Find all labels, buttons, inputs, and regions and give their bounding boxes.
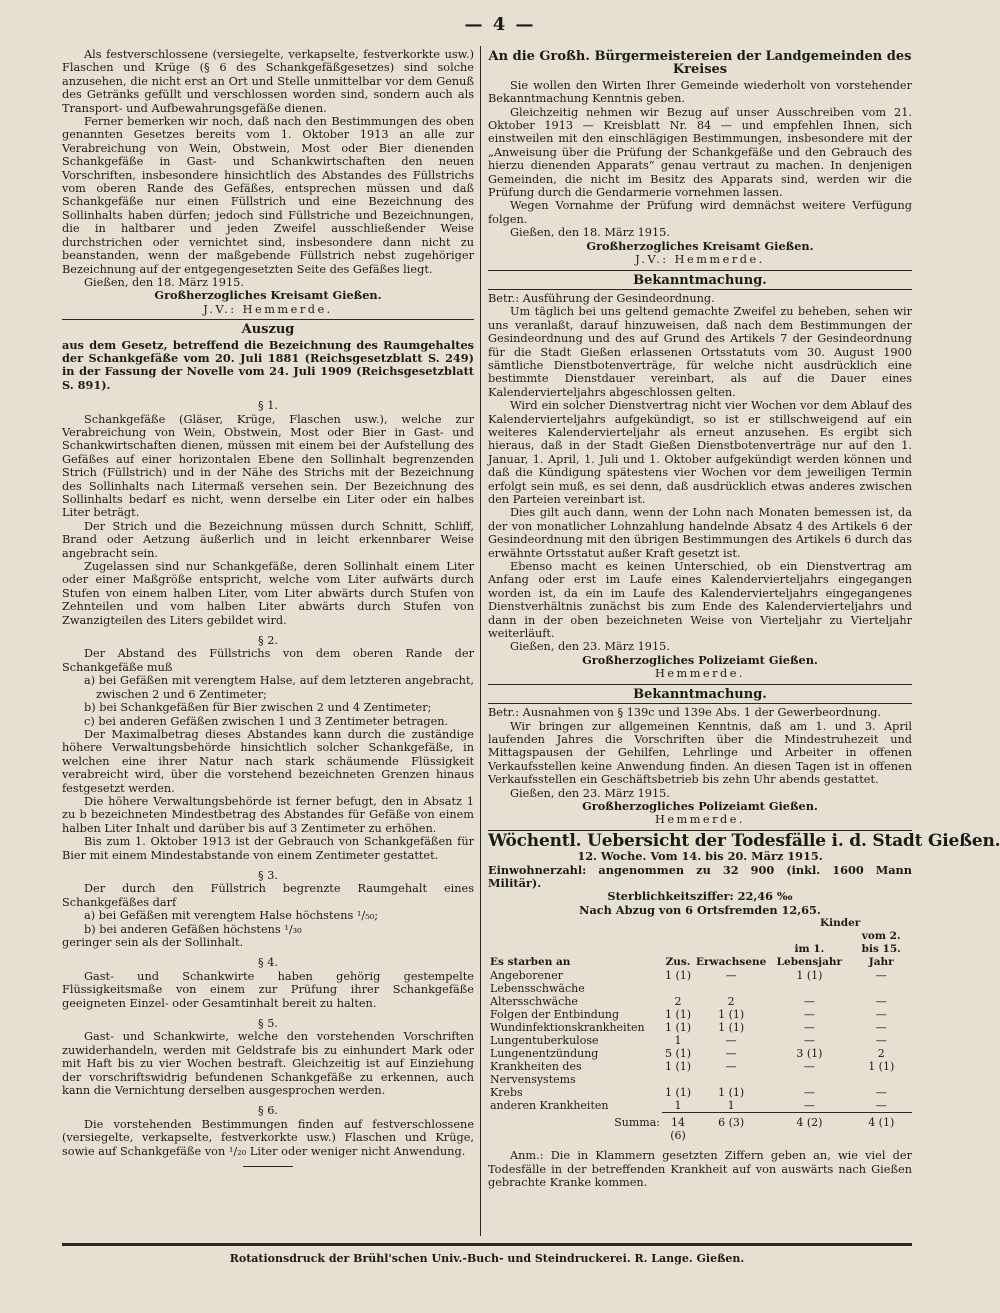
statistics-rate: Sterblichkeitsziffer: 22,46 ‰ [607, 889, 793, 904]
paragraph: Ferner bemerken wir noch, daß nach den Bestimmungen des oben genannten Gesetzes bereits vom 1. Oktober 1913 an alle zur Verabreichung von Wein, Obstwein, Most oder Bier dienenden Schankgefäße in Gast- und Schankwirtschaften den neuen Vorschriften, insbesondere hinsichtlich des Abstandes des Füllstrichs vom oberen Rande des Gefäßes, entsprechen müssen und daß Schankgefäße nur einen Füllstrich und eine Bezeichnung des Sollinhalts haben dürfen; jedoch sind Füllstriche und Bezeichnungen, die in haltbarer und jeden Zweifel ausschließender Weise durchstrichen oder vernichtet sind, insbesondere dann nicht zu beanstanden, wenn der maßgebende Füllstrich nebst zugehöriger Bezeichnung auf der entgegengesetzten Seite des Gefäßes liegt. [62, 115, 474, 276]
paragraph: Ebenso macht es keinen Unterschied, ob ein Dienstvertrag am Anfang oder erst im Laufe eines Kalendervierteljahrs eingegangen worden ist, da ein im Laufe des Kalendervierteljahrs eingegangenes Dienstverhältnis zunächst bis zum Ende des Kalendervierteljahrs und dann in der oben bezeichneten Weise von Vierteljahr zu Vierteljahr weiterläuft. [488, 560, 912, 641]
footnote: Anm.: Die in Klammern gesetzten Ziffern geben an, wie viel der Todesfälle in der betreffenden Krankheit auf von auswärts nach Gießen gebrachte Kranke kommen. [488, 1149, 912, 1189]
list-item: a) bei Gefäßen mit verengtem Halse höchstens ¹/₅₀; [84, 909, 379, 923]
table-cell: 4 (2) [768, 1113, 850, 1143]
table-cell: Wundinfektionskrankheiten [490, 1021, 645, 1035]
paragraph: Bis zum 1. Oktober 1913 ist der Gebrauch von Schankgefäßen für Bier mit einem Mindestabstande von einem Zentimeter gestattet. [62, 835, 474, 862]
paragraph: geringer sein als der Sollinhalt. [62, 936, 244, 949]
paragraph-number: § 2. [257, 634, 279, 648]
table-cell: — [803, 995, 815, 1009]
table-cell: 2 [727, 995, 735, 1009]
table-cell: Folgen der Entbindung [490, 1008, 620, 1022]
table-cell: 2 [877, 1047, 885, 1061]
rule [488, 684, 912, 685]
table-cell: — [875, 1086, 887, 1100]
table-row [488, 1047, 912, 1060]
paragraph-number: § 4. [257, 956, 279, 970]
table-row [488, 1021, 912, 1034]
table-cell: 1 (1) [664, 1086, 692, 1100]
paragraph: Wir bringen zur allgemeinen Kenntnis, daß am 1. und 3. April laufenden Jahres die Vorschriften über die Mindestruhezeit und Mittagspausen der Gehilfen, Lehrlinge und Arbeiter in offenen Verkaufsstellen keine Anwendung finden. An diesen Tagen ist in offenen Verkaufsstellen ein Geschäftsbetrieb bis zehn Uhr abends gestattet. [488, 719, 912, 787]
table-cell: — [875, 969, 887, 983]
table-cell: 1 (1) [718, 1008, 745, 1022]
table-cell: — [875, 1034, 887, 1048]
column-header: Es starben an [490, 956, 571, 969]
notice-title: Bekanntmachung. [633, 686, 767, 702]
paragraph: Als festverschlossene (versiegelte, verkapselte, festverkorkte usw.) Flaschen und Krüge (§ 6 des Schankgefäßgesetzes) sind solche anzusehen, die nicht erst an Ort und Stelle unmittelbar vor dem Genuß des Getränks gefüllt und verschlossen worden sind, sondern auch als Transport- und Aufbewahrungsgefäße dienen. [62, 48, 474, 115]
paragraph: Der Maximalbetrag dieses Abstandes kann durch die zuständige höhere Verwaltungsbehörde hinsichtlich solcher Schankgefäße, in welchen eine ihrer Natur nach stark schäumende Flüssigkeit verabreicht wird, über die vorstehend bezeichneten Grenzen hinaus festgesetzt werden. [62, 727, 474, 795]
paragraph: Zugelassen sind nur Schankgefäße, deren Sollinhalt einem Liter oder einer Maßgröße entspricht, welche vom Liter aufwärts durch Stufen von einem halben Liter, vom Liter abwärts durch Stufen von Zehnteilen und vom halben Liter abwärts durch Stufen von Zwanzigteilen des Liters gebildet wird. [62, 560, 474, 627]
paragraph: Wegen Vornahme der Prüfung wird demnächst weitere Verfügung folgen. [488, 199, 912, 226]
signature: J.V.: Hemmerde. [203, 302, 333, 316]
paragraph: Dies gilt auch dann, wenn der Lohn nach Monaten bemessen ist, da der von monatlicher Lohnzahlung handelnde Absatz 4 des Artikels 6 der Gesindeordnung mit den übrigen Bestimmungen des Artikels 6 durch das erwähnte Ortsstatut außer Kraft gesetzt ist. [488, 506, 912, 560]
paragraph: Die vorstehenden Bestimmungen finden auf festverschlossene (versiegelte, verkapselte, festverkorkte usw.) Flaschen und Krüge, sowie auf Schankgefäße von ¹/₂₀ Liter oder weniger nicht Anwendung. [62, 1117, 474, 1158]
office-name: Großherzogliches Kreisamt Gießen. [586, 238, 814, 253]
place-date: Gießen, den 23. März 1915. [510, 786, 670, 800]
notice-title: Bekanntmachung. [633, 272, 767, 288]
table-cell: 1 [674, 1099, 682, 1113]
table-row [488, 1008, 912, 1021]
statistics-week: 12. Woche. Vom 14. bis 20. März 1915. [577, 849, 823, 864]
table-cell: — [725, 1047, 737, 1061]
table-cell: — [725, 1060, 737, 1074]
paragraph-number: § 3. [257, 868, 279, 882]
column-header: vom 2. bis 15. Jahr [861, 930, 901, 969]
table-row [488, 995, 912, 1008]
paragraph: Gast- und Schankwirte haben gehörig gestempelte Flüssigkeitsmaße von einem zur Prüfung ihrer Schankgefäße geeigneten Einzel- oder Gesamtinhalt bereit zu halten. [62, 969, 474, 1010]
column-header: im 1. Lebensjahr [776, 943, 843, 969]
table-row [488, 1099, 912, 1113]
office-name: Großherzogliches Kreisamt Gießen. [154, 288, 382, 303]
paragraph: Gast- und Schankwirte, welche den vorstehenden Vorschriften zuwiderhandeln, werden mit Geldstrafe bis zu einhundert Mark oder mit Haft bis zu vier Wochen bestraft. Gleichzeitig ist auf Einziehung der vorschriftswidrig befundenen Schankgefäße zu erkennen, auch kann die Vernichtung derselben ausgesprochen werden. [62, 1030, 474, 1098]
list-item: a) bei Gefäßen mit verengtem Halse, auf dem letzteren angebracht, zwischen 2 und 6 Zentimeter; [84, 674, 474, 701]
paragraph: Der durch den Füllstrich begrenzte Raumgehalt eines Schankgefäßes darf [62, 882, 474, 909]
section-subtitle: aus dem Gesetz, betreffend die Bezeichnung des Raumgehaltes der Schankgefäße vom 20. Juli 1881 (Reichsgesetzblatt S. 249) in der Fassung der Novelle vom 24. Juli 1909 (Reichsgesetzblatt S. 891). [62, 337, 474, 392]
table-cell: 1 (1) [664, 1060, 692, 1074]
table-cell: — [875, 1008, 887, 1022]
paragraph: Der Abstand des Füllstrichs von dem oberen Rande der Schankgefäße muß [62, 647, 474, 674]
column-header: Zus. [665, 956, 691, 969]
table-cell: 2 [674, 995, 682, 1009]
footer-rule [62, 1243, 912, 1246]
table-cell: 1 (1) [868, 1060, 895, 1074]
table-cell: 1 [727, 1099, 735, 1113]
table-cell: — [803, 1060, 815, 1074]
paragraph: Wird ein solcher Dienstvertrag nicht vier Wochen vor dem Ablauf des Kalendervierteljahrs aufgekündigt, so ist er stillschweigend auf ein weiteres Kalendervierteljahr als erneut anzusehen. Es ergibt sich hieraus, daß in der Stadt Gießen Dienstbotenverträge nur auf den 1. Januar, 1. April, 1. Juli und 1. Oktober aufgekündigt werden können und daß die Kündigung spätestens vier Wochen vor dem jeweiligen Termin erfolgt sein muß, es sei denn, daß ausdrücklich etwas anderes zwischen den Parteien vereinbart ist. [488, 399, 912, 506]
signature: Hemmerde. [654, 667, 746, 681]
place-date: Gießen, den 18. März 1915. [510, 226, 670, 240]
table-cell: Lungenentzündung [490, 1047, 599, 1061]
table-row [488, 969, 912, 995]
table-cell: 5 (1) [664, 1047, 692, 1061]
left-column [62, 48, 474, 1167]
signature: J.V.: Hemmerde. [635, 253, 765, 267]
paragraph: Gleichzeitig nehmen wir Bezug auf unser Ausschreiben vom 21. Oktober 1913 — Kreisblatt Nr. 84 — und empfehlen Ihnen, sich einstweilen mit den einschlägigen Bestimmungen, insbesondere mit der „Anweisung über die Prüfung der Schankgefäße und den Gebrauch des hierzu dienenden Apparats“ genau vertraut zu machen. In denjenigen Gemeinden, die nicht im Besitz des Apparats sind, werden wir die Prüfung durch die Gendarmerie vornehmen lassen. [488, 105, 912, 200]
list-item: b) bei Schankgefäßen für Bier zwischen 2 und 4 Zentimeter; [84, 701, 432, 715]
statistics-population: Einwohnerzahl: angenommen zu 32 900 (inkl. 1600 Mann Militär). [488, 862, 912, 890]
paragraph: Der Strich und die Bezeichnung müssen durch Schnitt, Schliff, Brand oder Aetzung äußerlich und in leicht erkennbarer Weise angebracht sein. [62, 519, 474, 560]
end-rule [243, 1166, 293, 1167]
table-cell: Altersschwäche [490, 995, 578, 1009]
subject-line: Betr.: Ausführung der Gesindeordnung. [488, 291, 715, 305]
table-cell: — [875, 1021, 887, 1035]
paragraph: Schankgefäße (Gläser, Krüge, Flaschen usw.), welche zur Verabreichung von Wein, Obstwein, Most oder Bier in Gast- und Schankwirtschaften dienen, müssen mit einem bei der Aufstellung des Gefäßes auf einer horizontalen Ebene den Sollinhalt begrenzenden Strich (Füllstrich) und in der Nähe des Strichs mit der Bezeichnung des Sollinhalts nach Litermaß versehen sein. Der Bezeichnung des Sollinhalts bedarf es nicht, wenn derselbe ein Liter oder ein halbes Liter beträgt. [62, 412, 474, 520]
rule [488, 703, 912, 704]
column-divider [480, 46, 481, 1236]
page-number: — 4 — [464, 14, 536, 35]
paragraph-number: § 5. [257, 1017, 279, 1031]
section-title: Auszug [241, 322, 295, 338]
table-cell: — [803, 1008, 815, 1022]
table-cell: 1 (1) [796, 969, 823, 983]
table-row [488, 1086, 912, 1099]
table-sum-row [488, 1113, 912, 1143]
paragraph: Sie wollen den Wirten Ihrer Gemeinde wiederholt von vorstehender Bekanntmachung Kenntnis geben. [488, 78, 912, 106]
table-cell: Krankheiten des Nervensystems [490, 1060, 582, 1087]
table-row [488, 1034, 912, 1047]
table-cell: Angeborener Lebensschwäche [490, 969, 585, 996]
table-row [488, 1060, 912, 1086]
table-cell: Summa: [614, 1115, 660, 1129]
right-column [488, 48, 1000, 1189]
table-cell: — [803, 1086, 815, 1100]
place-date: Gießen, den 18. März 1915. [84, 275, 244, 289]
paragraph-number: § 1. [257, 399, 279, 413]
table-cell: — [875, 1099, 887, 1113]
rule [62, 319, 474, 320]
table-cell: — [803, 1099, 815, 1113]
table-cell: 4 (1) [850, 1113, 912, 1143]
column-header: Erwachsene [696, 956, 767, 969]
office-name: Großherzogliches Polizeiamt Gießen. [582, 798, 818, 813]
paragraph: Die höhere Verwaltungsbehörde ist ferner befugt, den in Absatz 1 zu b bezeichneten Mindestbetrag des Abstandes für Gefäße von einem halben Liter Inhalt und darüber bis auf 3 Zentimeter zu erhöhen. [62, 794, 474, 835]
deaths-table [488, 917, 912, 1142]
column-header: Kinder [820, 917, 861, 930]
table-cell: 6 (3) [694, 1113, 768, 1143]
place-date: Gießen, den 23. März 1915. [510, 640, 670, 654]
table-cell: — [725, 1034, 737, 1048]
printer-imprint: Rotationsdruck der Brühl'schen Univ.-Buch- und Steindruckerei. R. Lange. Gießen. [229, 1252, 745, 1265]
signature: Hemmerde. [654, 813, 746, 827]
table-cell: 1 (1) [664, 969, 692, 983]
table-cell: 14 (6) [662, 1113, 694, 1143]
rule [488, 270, 912, 271]
table-cell: 1 (1) [664, 1008, 692, 1022]
paragraph-number: § 6. [257, 1104, 279, 1118]
paragraph: Um täglich bei uns geltend gemachte Zweifel zu beheben, sehen wir uns veranlaßt, darauf hinzuweisen, daß nach dem Bestimmungen der Gesindeordnung und des auf Grund des Artikels 7 der Gesindeordnung für die Stadt Gießen erlassenen Ortsstatuts vom 30. August 1900 sämtliche Dienstbotenverträge, für welche nicht ausdrücklich eine bestimmte Dienstdauer vereinbart, als auf die Dauer eines Kalendervierteljahrs abgeschlossen gelten. [488, 305, 912, 399]
table-cell: 1 [674, 1034, 682, 1048]
table-cell: 1 (1) [664, 1021, 692, 1035]
list-item: c) bei anderen Gefäßen zwischen 1 und 3 Zentimeter betragen. [84, 714, 449, 728]
table-cell: — [725, 969, 737, 983]
table-cell: Krebs [490, 1086, 523, 1100]
table-cell: — [875, 995, 887, 1009]
rule [488, 289, 912, 290]
table-cell: 1 (1) [718, 1086, 745, 1100]
table-cell: 3 (1) [796, 1047, 823, 1061]
office-name: Großherzogliches Polizeiamt Gießen. [582, 652, 818, 667]
table-cell: — [803, 1034, 815, 1048]
statistics-title: Wöchentl. Uebersicht der Todesfälle i. d. Stadt Gießen. [488, 830, 1000, 851]
table-cell: 1 (1) [718, 1021, 745, 1035]
statistics-rate-adjusted: Nach Abzug von 6 Ortsfremden 12,65. [579, 902, 821, 917]
notice-title: An die Großh. Bürgermeistereien der Landgemeinden des Kreises [488, 49, 912, 78]
table-cell: anderen Krankheiten [490, 1099, 609, 1113]
table-cell: Lungentuberkulose [490, 1034, 599, 1048]
list-item: b) bei anderen Gefäßen höchstens ¹/₃₀ [84, 922, 302, 936]
table-cell: — [803, 1021, 815, 1035]
subject-line: Betr.: Ausnahmen von § 139c und 139e Abs. 1 der Gewerbeordnung. [488, 706, 881, 720]
